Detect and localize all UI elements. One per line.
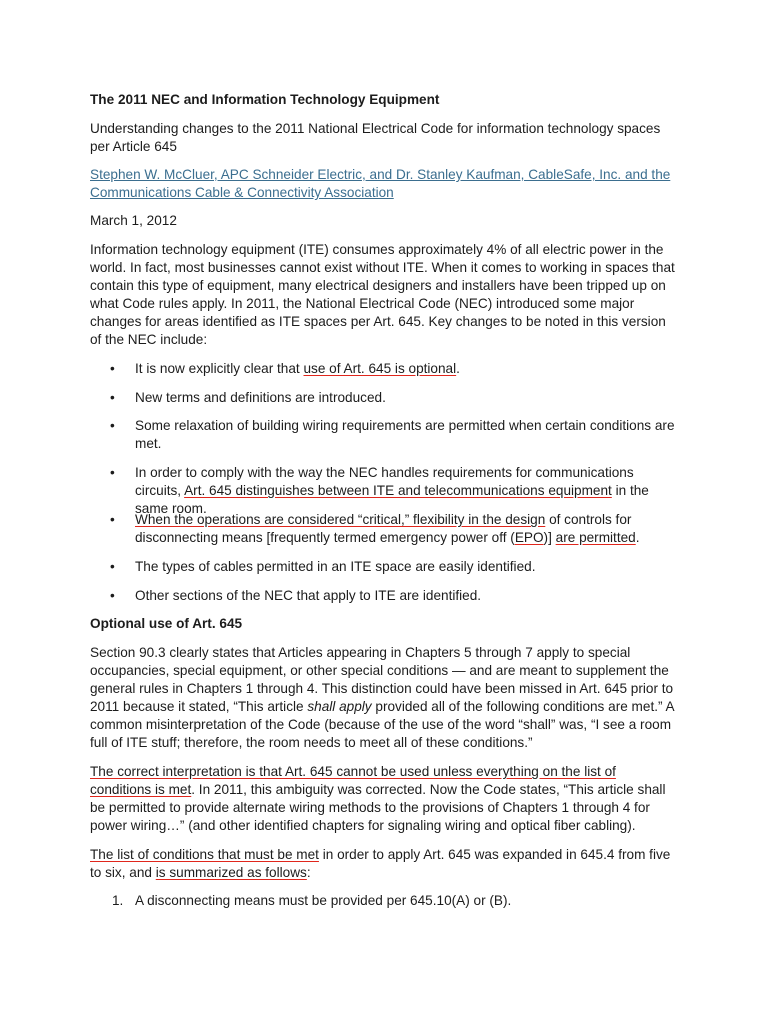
- paragraph-text: :: [306, 865, 311, 880]
- authors-link[interactable]: [90, 166, 680, 202]
- highlighted-text: use of Art. 645 is optional: [303, 361, 457, 376]
- bullet-text: Other sections of the NEC that apply to ITE are identified.: [135, 588, 482, 603]
- bullet-text: It is now explicitly clear that: [135, 361, 304, 376]
- body-paragraph: [90, 644, 680, 752]
- body-paragraph: [90, 763, 680, 835]
- bullet-text: Some relaxation of building wiring requirements are permitted when certain conditions are met.: [135, 418, 675, 451]
- bullet-glyph: •: [110, 512, 115, 527]
- document-title: The 2011 NEC and Information Technology Equipment: [90, 92, 440, 107]
- bullet-text: New terms and definitions are introduced.: [135, 390, 386, 405]
- publish-date: March 1, 2012: [90, 213, 177, 228]
- bullet-glyph: •: [110, 390, 115, 405]
- bullet-text: The types of cables permitted in an ITE space are easily identified.: [135, 559, 536, 574]
- bullet-glyph: •: [110, 361, 115, 376]
- body-paragraph: [90, 846, 680, 882]
- highlighted-text: The list of conditions that must be met: [90, 847, 319, 862]
- intro-paragraph: Information technology equipment (ITE) consumes approximately 4% of all electric power in the world. In fact, most businesses cannot exist without ITE. When it comes to working in spaces that contain this type of equipment, many electrical designers and installers have been tripped up on what Code rules apply. In 2011, the National Electrical Code (NEC) introduced some major changes for areas identified as ITE spaces per Art. 645. Key changes to be noted in this version of the NEC include:: [90, 242, 675, 347]
- authors-link-text[interactable]: Stephen W. McCluer, APC Schneider Electric, and Dr. Stanley Kaufman, CableSafe, Inc. and the Communications Cable & Connectivity Association: [90, 167, 671, 200]
- bullet-text: )]: [543, 530, 556, 545]
- highlighted-text: are permitted: [555, 530, 636, 545]
- highlighted-text: is summarized as follows: [155, 865, 307, 880]
- bullet-text: of controls for disconnecting means [frequently termed emergency power off (: [135, 512, 632, 545]
- bullet-text: .: [456, 361, 460, 376]
- highlighted-text: Art. 645 distinguishes between ITE and telecommunications equipment: [184, 483, 612, 498]
- paragraph-text: in order to apply Art. 645 was expanded in 645.4 from five to six, and: [90, 847, 671, 880]
- highlighted-text: EPO: [514, 530, 544, 545]
- paragraph-text: Section 90.3 clearly states that Articles appearing in Chapters 5 through 7 apply to special occupancies, special equipment, or other special conditions — and are meant to supplement the general rules in Chapters 1 through 4. This distinction could have been missed in Art. 645 prior to 2011 because it stated, “This article: [90, 645, 674, 714]
- bullet-glyph: •: [110, 465, 115, 480]
- paragraph-text: provided all of the following conditions are met.” A common misinterpretation of the Code (because of the use of the word “shall” was, “I see a room full of ITE stuff; therefore, the room needs to meet all of these conditions.”: [90, 699, 674, 750]
- bullet-glyph: •: [110, 418, 115, 433]
- bullet-text: in the same room.: [135, 483, 649, 516]
- highlighted-text: The correct interpretation is that Art. 645 cannot be used unless everything on the list of conditions is met: [90, 764, 616, 797]
- item-text: A disconnecting means must be provided per 645.10(A) or (B).: [135, 893, 512, 908]
- bullet-text: In order to comply with the way the NEC handles requirements for communications circuits,: [135, 465, 634, 498]
- emphasis-text: shall apply: [307, 699, 372, 714]
- document-subtitle: Understanding changes to the 2011 National Electrical Code for information technology spaces per Article 645: [90, 121, 661, 154]
- bullet-glyph: •: [110, 559, 115, 574]
- paragraph-text: . In 2011, this ambiguity was corrected. Now the Code states, “This article shall be permitted to provide alternate wiring methods to the provisions of Chapters 1 through 4 for power wiring…” (and other identified chapters for signaling wiring and optical fiber cabling).: [90, 782, 666, 833]
- bullet-glyph: •: [110, 588, 115, 603]
- item-number: 1.: [112, 893, 124, 908]
- section-heading: Optional use of Art. 645: [90, 616, 243, 631]
- highlighted-text: When the operations are considered “critical,” flexibility in the design: [135, 512, 546, 527]
- bullet-text: .: [635, 530, 640, 545]
